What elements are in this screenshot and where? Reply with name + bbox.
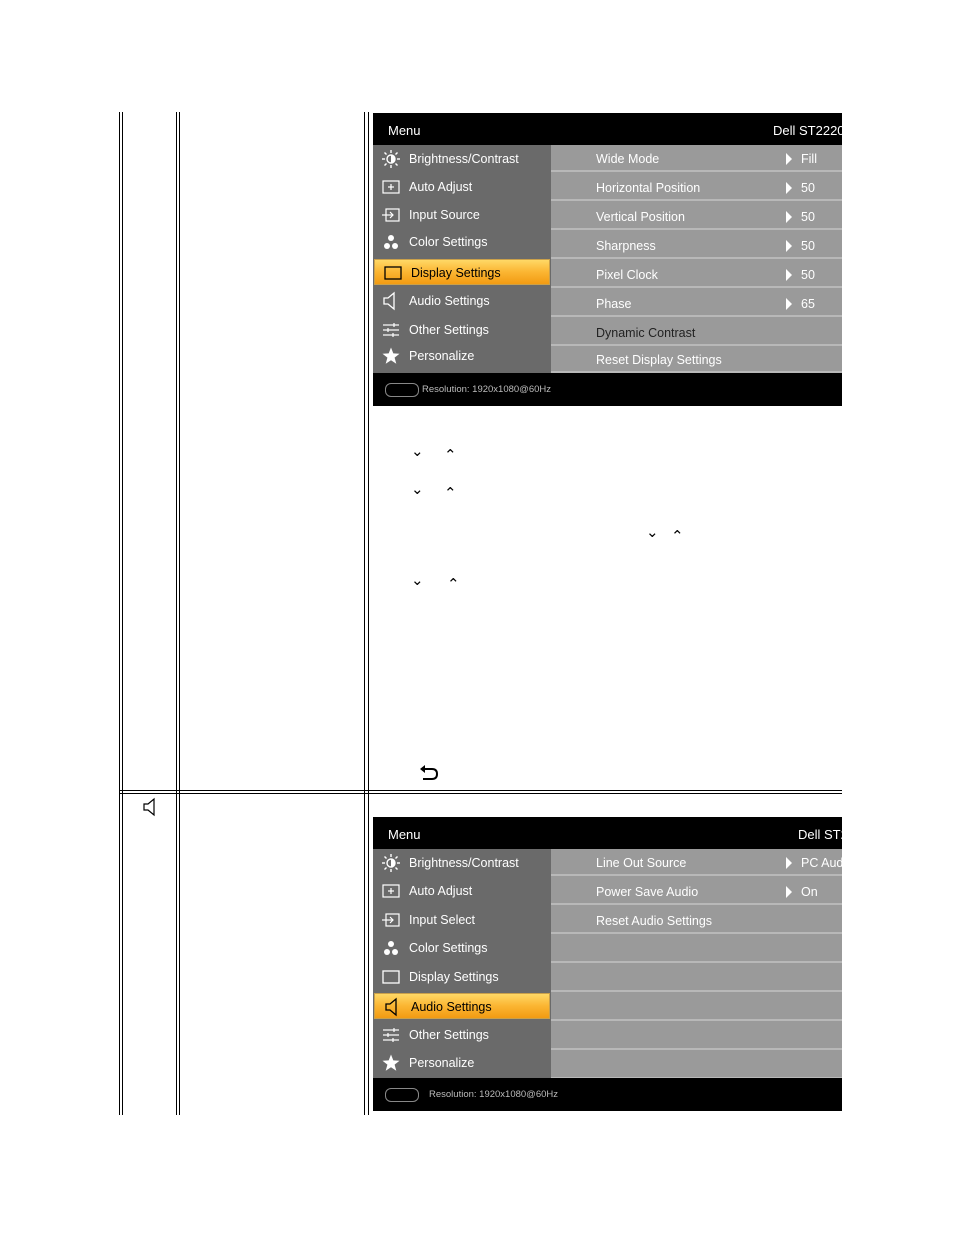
triangle-right-icon	[786, 298, 792, 310]
submenu-label: Sharpness	[596, 239, 656, 253]
table-col-divider-1b	[179, 112, 180, 1115]
down-arrow-icon: ⌄	[411, 481, 424, 498]
other-settings-icon	[382, 1027, 400, 1043]
table-col-divider-1a	[176, 112, 177, 1115]
auto-adjust-icon	[382, 883, 400, 899]
display-settings-icon	[384, 265, 402, 281]
submenu-label: Power Save Audio	[596, 885, 699, 899]
table-border-left-inner	[122, 112, 123, 1115]
menu-item-label: Audio Settings	[411, 1000, 492, 1014]
osd-header	[373, 817, 870, 849]
osd-main-menu	[373, 849, 551, 1078]
auto-adjust-icon	[382, 179, 400, 195]
submenu-value: PC Audio	[801, 856, 854, 870]
down-arrow-icon: ⌄	[411, 443, 424, 460]
color-settings-icon	[382, 940, 400, 956]
menu-item-label: Brightness/Contrast	[409, 152, 519, 166]
submenu-row[interactable]	[551, 878, 842, 905]
back-icon	[418, 764, 440, 782]
osd-submenu	[551, 849, 854, 1078]
menu-item-color-settings[interactable]	[373, 934, 551, 962]
menu-item-label: Input Source	[409, 208, 480, 222]
submenu-row[interactable]	[551, 174, 842, 201]
submenu-value: On	[801, 885, 818, 899]
personalize-icon	[382, 1055, 400, 1071]
table-border-left-outer	[119, 112, 120, 1115]
menu-item-display-settings[interactable]	[373, 963, 551, 991]
menu-item-brightness[interactable]	[373, 145, 551, 173]
dell-logo-icon	[385, 1088, 419, 1102]
menu-item-other-settings[interactable]	[373, 1021, 551, 1049]
resolution-readout: Resolution: 1920x1080@60Hz	[429, 1089, 559, 1100]
triangle-right-icon	[786, 269, 792, 281]
audio-settings-icon	[382, 293, 400, 309]
display-settings-icon	[382, 969, 400, 985]
submenu-value: 65	[801, 297, 815, 311]
menu-item-auto-adjust[interactable]	[373, 877, 551, 905]
submenu-label: Pixel Clock	[596, 268, 658, 282]
down-arrow-icon: ⌄	[646, 524, 659, 541]
submenu-label: Reset Audio Settings	[596, 914, 713, 928]
brightness-icon	[382, 855, 400, 871]
table-col-divider-2a	[364, 112, 365, 1115]
submenu-row	[551, 965, 842, 992]
up-arrow-icon: ⌃	[444, 485, 457, 502]
speaker-icon	[142, 797, 160, 817]
up-arrow-icon: ⌃	[444, 447, 457, 464]
menu-item-label: Other Settings	[409, 323, 489, 337]
menu-item-label: Auto Adjust	[409, 884, 473, 898]
submenu-row	[551, 1052, 842, 1079]
submenu-label: Line Out Source	[596, 856, 687, 870]
monitor-model: Dell ST2220	[798, 827, 870, 842]
osd-submenu	[551, 145, 842, 373]
submenu-label: Phase	[596, 297, 632, 311]
triangle-right-icon	[786, 886, 792, 898]
menu-item-label: Audio Settings	[409, 294, 490, 308]
submenu-row	[551, 936, 842, 963]
menu-item-audio-settings[interactable]	[374, 993, 550, 1019]
menu-item-auto-adjust[interactable]	[373, 173, 551, 201]
osd-header	[373, 113, 845, 145]
submenu-value: 50	[801, 239, 815, 253]
dell-logo-icon	[385, 383, 419, 397]
menu-item-display-settings[interactable]	[374, 259, 550, 285]
triangle-right-icon	[786, 211, 792, 223]
submenu-label: Horizontal Position	[596, 181, 701, 195]
submenu-label: Wide Mode	[596, 152, 660, 166]
osd-footer	[373, 1078, 842, 1111]
brightness-icon	[382, 151, 400, 167]
menu-item-color-settings[interactable]	[373, 228, 551, 256]
menu-item-label: Color Settings	[409, 941, 488, 955]
osd-menu-title: Menu	[388, 123, 421, 138]
menu-item-input-select[interactable]	[373, 906, 551, 934]
submenu-label: Dynamic Contrast	[596, 326, 696, 340]
submenu-row[interactable]	[551, 261, 842, 288]
table-row-divider-b	[119, 793, 842, 794]
resolution-readout: Resolution: 1920x1080@60Hz	[422, 384, 552, 395]
submenu-row[interactable]	[551, 203, 842, 230]
input-source-icon	[382, 207, 400, 223]
submenu-value: 50	[801, 181, 815, 195]
osd-menu-title: Menu	[388, 827, 421, 842]
other-settings-icon	[382, 322, 400, 338]
submenu-value: 50	[801, 268, 815, 282]
menu-item-label: Personalize	[409, 1056, 475, 1070]
menu-item-label: Display Settings	[409, 970, 499, 984]
menu-item-brightness[interactable]	[373, 849, 551, 877]
osd-panel-audio	[373, 817, 870, 1111]
submenu-value: Fill	[801, 152, 817, 166]
osd-footer	[373, 373, 842, 406]
osd-panel-display	[373, 113, 845, 406]
triangle-right-icon	[786, 857, 792, 869]
menu-item-label: Brightness/Contrast	[409, 856, 519, 870]
submenu-row[interactable]	[551, 232, 842, 259]
triangle-right-icon	[786, 240, 792, 252]
menu-item-label: Color Settings	[409, 235, 488, 249]
down-arrow-icon: ⌄	[411, 572, 424, 589]
menu-item-personalize[interactable]	[373, 1049, 551, 1077]
triangle-right-icon	[786, 182, 792, 194]
menu-item-input-source[interactable]	[373, 201, 551, 229]
menu-item-other-settings[interactable]	[373, 316, 551, 344]
audio-settings-icon	[384, 999, 402, 1015]
menu-item-personalize[interactable]	[373, 342, 551, 370]
personalize-icon	[382, 348, 400, 364]
color-settings-icon	[382, 234, 400, 250]
submenu-label: Reset Display Settings	[596, 353, 722, 367]
submenu-row[interactable]	[551, 849, 854, 876]
submenu-row[interactable]	[551, 319, 842, 346]
submenu-row[interactable]	[551, 145, 842, 172]
monitor-model: Dell ST2220	[773, 123, 845, 138]
submenu-row[interactable]	[551, 907, 842, 934]
menu-item-label: Auto Adjust	[409, 180, 473, 194]
submenu-row	[551, 1023, 842, 1050]
up-arrow-icon: ⌃	[447, 576, 460, 593]
menu-item-label: Input Select	[409, 913, 476, 927]
submenu-value: 50	[801, 210, 815, 224]
table-row-divider-a	[119, 790, 842, 791]
menu-item-audio-settings[interactable]	[373, 287, 551, 315]
menu-item-label: Personalize	[409, 349, 475, 363]
triangle-right-icon	[786, 153, 792, 165]
up-arrow-icon: ⌃	[671, 528, 684, 545]
table-col-divider-2b	[368, 112, 369, 1115]
input-select-icon	[382, 912, 400, 928]
submenu-row	[551, 994, 842, 1021]
menu-item-label: Display Settings	[411, 266, 501, 280]
submenu-label: Vertical Position	[596, 210, 685, 224]
menu-item-label: Other Settings	[409, 1028, 489, 1042]
submenu-row[interactable]	[551, 290, 842, 317]
submenu-row[interactable]	[551, 346, 842, 373]
osd-main-menu	[373, 145, 551, 373]
